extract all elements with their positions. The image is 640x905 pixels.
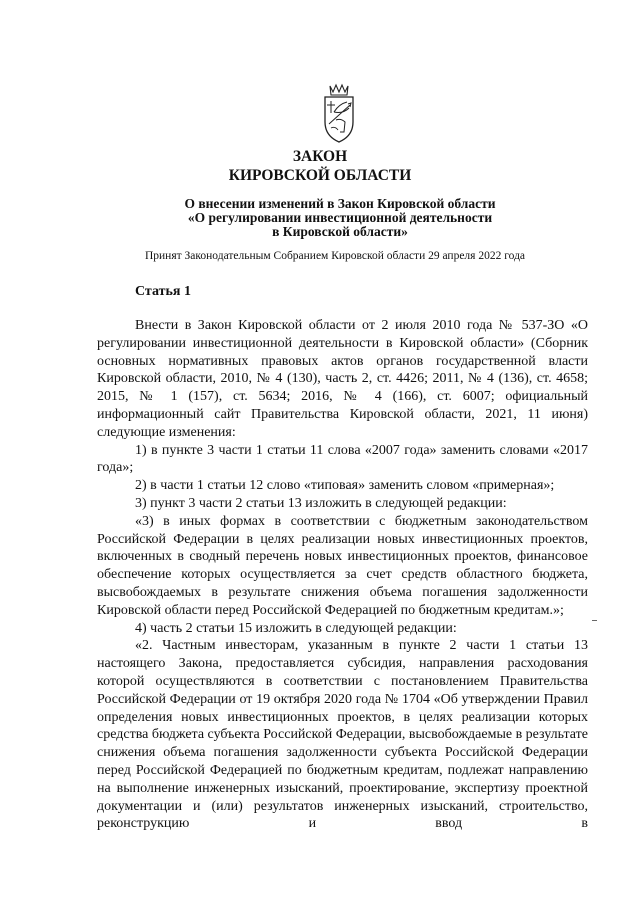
law-heading: ЗАКОН xyxy=(292,148,348,165)
amendment-item-3: 3) пункт 3 части 2 статьи 13 изложить в следующей редакции: xyxy=(135,495,507,511)
subject-line-1: О внесении изменений в Закон Кировской области xyxy=(184,196,496,211)
law-subject xyxy=(20,197,640,239)
region-heading: КИРОВСКОЙ ОБЛАСТИ xyxy=(228,167,412,184)
article-intro-paragraph: Внести в Закон Кировской области от 2 июля 2010 года № 537-ЗО «О регулировании инвестиционной деятельности в Кировской области» (Сборник основных нормативных правовых актов органов государственной власти Кировской области, 2010, № 4 (130), часть 2, ст. 4426; 2011, № 4 (136), ст. 4658; 2015, № 1 (157), ст. 5634; 2016, № 4 (166), ст. 6007; официальный информационный сайт Правительства Кировской области, 2021, 11 июня) следующие изменения: xyxy=(97,318,588,440)
adoption-note: Принят Законодательным Собранием Кировской области 29 апреля 2022 года xyxy=(144,250,526,262)
amendment-quote-4: «2. Частным инвесторам, указанным в пункте 2 части 1 статьи 13 настоящего Закона, предоставляется субсидия, направления расходования которой осуществляются в соответствии с постановлением Правительства Российской Федерации от 19 октября 2020 года № 1704 «Об утверждении Правил определения новых инвестиционных проектов, в целях реализации которых средства бюджета субъекта Российской Федерации, высвобождаемые в результате снижения объема погашения задолженности субъекта Российской Федерации перед Российской Федерацией по бюджетным кредитам, подлежат направлению на выполнение инженерных изысканий, проектирование, экспертизу проектной документации и (или) результатов инженерных изысканий, строительство, реконструкцию и ввод в xyxy=(97,638,588,832)
article-body xyxy=(97,317,588,833)
amendment-item-4: 4) часть 2 статьи 15 изложить в следующей редакции: xyxy=(135,620,457,636)
amendment-quote-3: «3) в иных формах в соответствии с бюджетным законодательством Российской Федерации в целях реализации новых инвестиционных проектов, включенных в сводный перечень новых инвестиционных проектов, финансовое обеспечение которых осуществляется за счет средств областного бюджета, высвобождаемых в результате снижения объема погашения задолженности Кировской области перед Российской Федерацией по бюджетным кредитам.»; xyxy=(97,513,588,618)
amendment-item-2: 2) в части 1 статьи 12 слово «типовая» заменить словом «примерная»; xyxy=(135,478,555,494)
kirov-coat-of-arms-icon xyxy=(319,82,359,144)
subject-line-2: «О регулировании инвестиционной деятельности xyxy=(187,210,493,225)
article-title: Статья 1 xyxy=(135,284,191,299)
subject-line-3: в Кировской области» xyxy=(272,224,408,239)
law-title xyxy=(0,147,640,185)
amendment-item-1: 1) в пункте 3 части 1 статьи 11 слова «2007 года» заменить словами «2017 года»; xyxy=(97,442,588,476)
scan-mark xyxy=(592,620,597,621)
